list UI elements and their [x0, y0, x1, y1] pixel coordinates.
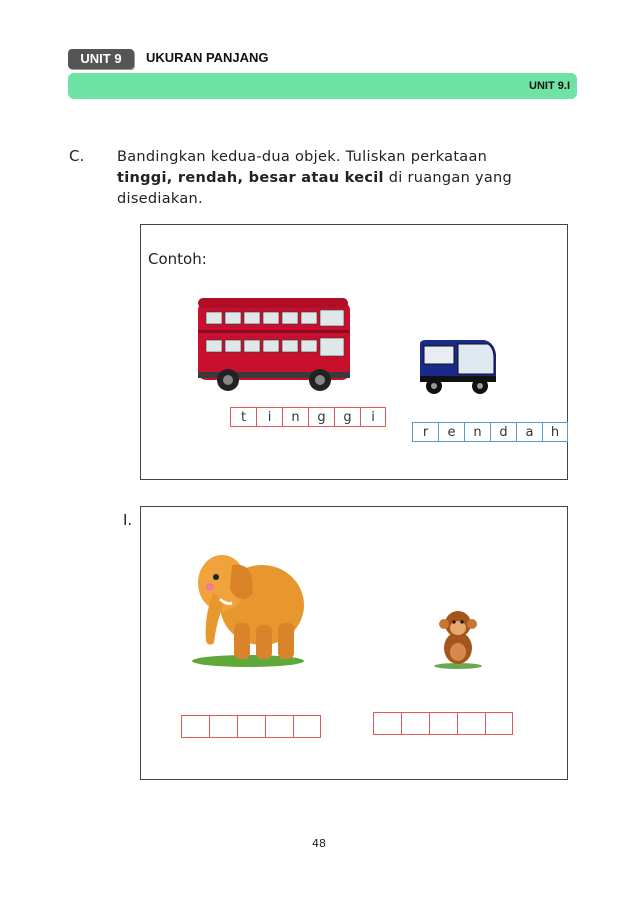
exercise-label: I. [123, 511, 133, 529]
example-answer-right [412, 422, 568, 442]
elephant-icon [186, 543, 310, 671]
example-answer-left [230, 407, 386, 427]
letter-cell: h [542, 422, 568, 442]
letter-cell: n [282, 407, 308, 427]
blank-cell[interactable] [209, 715, 237, 738]
blank-cell[interactable] [429, 712, 457, 735]
unit-title: UKURAN PANJANG [146, 50, 269, 65]
blank-cell[interactable] [457, 712, 485, 735]
question-label: C. [69, 147, 85, 165]
bus-icon [192, 292, 360, 394]
monkey-icon [432, 606, 484, 670]
letter-cell: t [230, 407, 256, 427]
letter-cell: d [490, 422, 516, 442]
blank-cell[interactable] [373, 712, 401, 735]
question-text-end: di ruangan yang disediakan. [117, 170, 513, 207]
blank-cell[interactable] [181, 715, 209, 738]
blank-cell[interactable] [265, 715, 293, 738]
question-text [117, 147, 547, 210]
blank-cell[interactable] [237, 715, 265, 738]
bus-icon [414, 336, 500, 396]
question-text-start: Bandingkan kedua-dua objek. Tuliskan perkataan [117, 149, 488, 165]
blank-cell[interactable] [401, 712, 429, 735]
blank-cell[interactable] [293, 715, 321, 738]
letter-cell: e [438, 422, 464, 442]
letter-cell: i [256, 407, 282, 427]
letter-cell: r [412, 422, 438, 442]
header-bar [68, 73, 577, 99]
question-bold-words: tinggi, rendah, besar atau kecil [117, 170, 384, 186]
example-heading: Contoh: [148, 250, 207, 268]
letter-cell: i [360, 407, 386, 427]
answer-blanks-right[interactable] [373, 712, 513, 735]
letter-cell: g [308, 407, 334, 427]
letter-cell: n [464, 422, 490, 442]
answer-blanks-left[interactable] [181, 715, 321, 738]
unit-code: UNIT 9.I [529, 80, 570, 92]
letter-cell: a [516, 422, 542, 442]
page-number: 48 [312, 837, 326, 850]
blank-cell[interactable] [485, 712, 513, 735]
letter-cell: g [334, 407, 360, 427]
unit-badge: UNIT 9 [68, 49, 134, 69]
